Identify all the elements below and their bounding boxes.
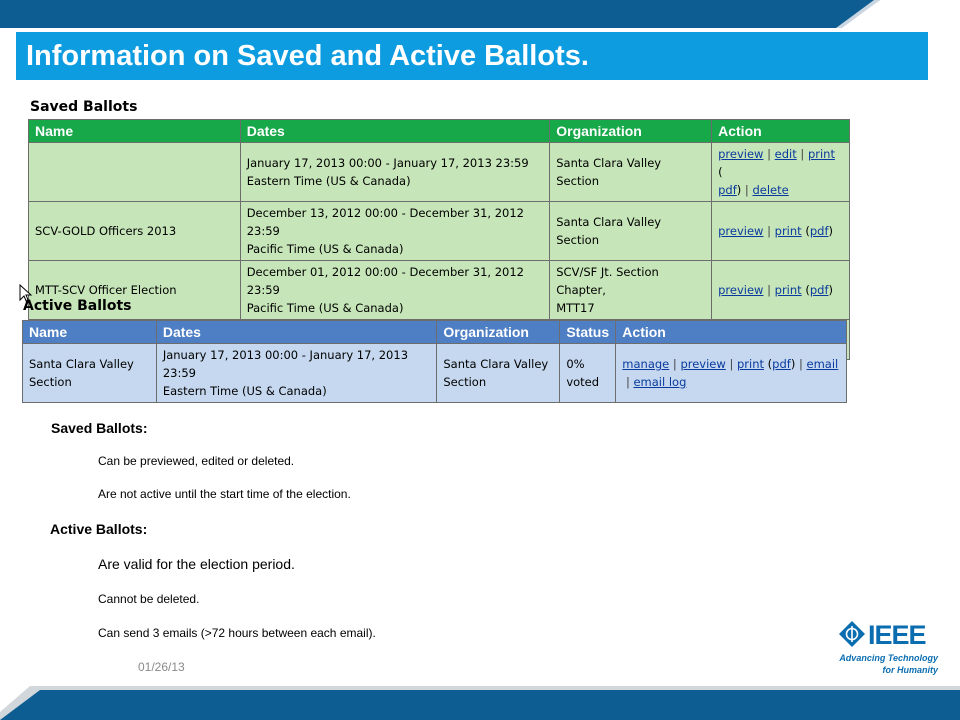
table-header-row	[29, 120, 850, 143]
column-header-organization[interactable]: Organization	[437, 321, 560, 344]
print-link[interactable]: print	[774, 283, 802, 297]
column-header-name[interactable]: Name	[29, 120, 241, 143]
title-bar	[16, 32, 928, 80]
active-note-item: Can send 3 emails (>72 hours between each email).	[98, 626, 376, 640]
print-link[interactable]: print	[736, 357, 765, 371]
saved-notes-heading: Saved Ballots:	[51, 420, 148, 436]
active-ballots-heading: Active Ballots	[23, 298, 132, 314]
active-ballots-table	[22, 320, 847, 403]
delete-link[interactable]: delete	[752, 183, 789, 197]
preview-link[interactable]: preview	[718, 283, 764, 297]
column-header-status[interactable]: Status	[560, 321, 616, 344]
top-band	[0, 0, 960, 28]
ballot-organization: Santa Clara Valley Section	[437, 344, 560, 403]
pdf-link[interactable]: pdf	[809, 224, 829, 238]
column-header-action: Action	[616, 321, 847, 344]
ieee-logo	[838, 620, 942, 680]
ballot-dates: January 17, 2013 00:00 - January 17, 2013 23:59 Eastern Time (US & Canada)	[240, 143, 550, 202]
column-header-dates[interactable]: Dates	[240, 120, 550, 143]
column-header-dates[interactable]: Dates	[156, 321, 437, 344]
ballot-name: Santa Clara Valley Section	[23, 344, 157, 403]
ballot-dates: December 13, 2012 00:00 - December 31, 2012 23:59 Pacific Time (US & Canada)	[240, 202, 550, 261]
ballot-actions: preview | print (pdf)	[712, 261, 850, 320]
saved-note-item: Are not active until the start time of the election.	[98, 487, 351, 501]
ballot-dates: December 01, 2012 00:00 - December 31, 2012 23:59 Pacific Time (US & Canada)	[240, 261, 550, 320]
active-note-item: Are valid for the election period.	[98, 556, 295, 572]
active-notes-heading: Active Ballots:	[50, 521, 148, 537]
table-header-row	[23, 321, 847, 344]
preview-link[interactable]: preview	[718, 224, 764, 238]
ieee-logo-word: IEEE	[868, 620, 926, 650]
ballot-actions: preview | print (pdf)	[712, 202, 850, 261]
pdf-link[interactable]: pdf	[772, 357, 791, 371]
column-header-organization[interactable]: Organization	[550, 120, 712, 143]
ballot-organization: Santa Clara Valley Section	[550, 202, 712, 261]
ballot-name: SCV-GOLD Officers 2013	[29, 202, 241, 261]
table-row	[29, 261, 850, 320]
pdf-link[interactable]: pdf	[809, 283, 829, 297]
pdf-link[interactable]: pdf	[718, 183, 737, 197]
page-title: Information on Saved and Active Ballots.	[26, 40, 589, 72]
column-header-action: Action	[712, 120, 850, 143]
ballot-name: MTT-SCV Officer Election	[29, 261, 241, 320]
preview-link[interactable]: preview	[680, 357, 726, 371]
ballot-actions: manage | preview | print (pdf) | email | email log	[616, 344, 847, 403]
edit-link[interactable]: edit	[774, 147, 797, 161]
ballot-status: 0% voted	[560, 344, 616, 403]
manage-link[interactable]: manage	[622, 357, 670, 371]
print-link[interactable]: print	[807, 147, 835, 161]
column-header-name[interactable]: Name	[23, 321, 157, 344]
preview-link[interactable]: preview	[718, 147, 764, 161]
saved-note-item: Can be previewed, edited or deleted.	[98, 454, 295, 468]
ieee-diamond-icon	[838, 620, 866, 648]
ballot-organization: SCV/SF Jt. Section Chapter, MTT17	[550, 261, 712, 320]
table-row	[29, 202, 850, 261]
table-row	[23, 344, 847, 403]
active-note-item: Cannot be deleted.	[98, 592, 200, 606]
ballot-actions: preview | edit | print ( pdf) | delete	[712, 143, 850, 202]
ballot-organization: Santa Clara Valley Section	[550, 143, 712, 202]
ballot-name	[29, 143, 241, 202]
slide-date: 01/26/13	[138, 660, 185, 674]
table-row	[29, 143, 850, 202]
ballot-dates: January 17, 2013 00:00 - January 17, 2013 23:59 Eastern Time (US & Canada)	[156, 344, 437, 403]
bottom-band	[0, 684, 960, 720]
print-link[interactable]: print	[774, 224, 802, 238]
ieee-logo-tagline: Advancing Technology for Humanity	[839, 653, 938, 675]
email-log-link[interactable]: email log	[633, 375, 687, 389]
email-link[interactable]: email	[806, 357, 839, 371]
saved-ballots-heading: Saved Ballots	[30, 99, 138, 115]
